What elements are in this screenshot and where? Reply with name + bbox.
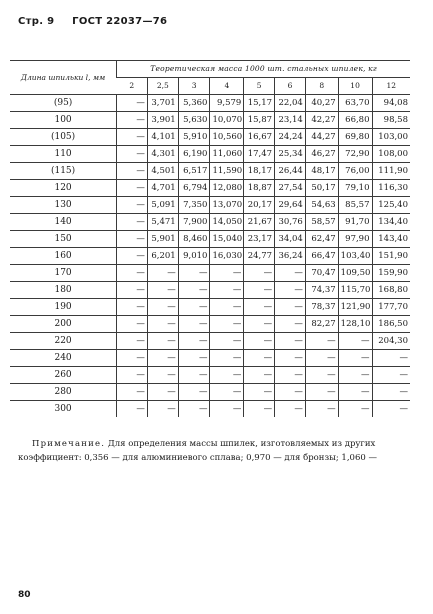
mass-cell: —	[117, 316, 148, 333]
length-cell: 190	[10, 299, 117, 316]
mass-cell: 134,40	[372, 214, 410, 231]
mass-cell: 34,04	[275, 231, 306, 248]
mass-cell: —	[178, 282, 210, 299]
mass-cell: —	[305, 350, 338, 367]
mass-cell: 108,00	[372, 146, 410, 163]
mass-cell: —	[244, 299, 275, 316]
mass-cell: 9,579	[210, 95, 244, 112]
mass-cell: —	[117, 214, 148, 231]
mass-cell: 82,27	[305, 316, 338, 333]
mass-cell: —	[275, 299, 306, 316]
mass-cell: 21,67	[244, 214, 275, 231]
mass-cell: —	[244, 333, 275, 350]
mass-cell: —	[117, 231, 148, 248]
mass-cell: —	[210, 333, 244, 350]
mass-cell: 16,67	[244, 129, 275, 146]
mass-cell: 66,47	[305, 248, 338, 265]
mass-cell: 24,77	[244, 248, 275, 265]
mass-cell: —	[275, 384, 306, 401]
mass-cell: 97,90	[338, 231, 372, 248]
mass-cell: 10,560	[210, 129, 244, 146]
mass-cell: —	[210, 350, 244, 367]
mass-cell: —	[117, 197, 148, 214]
mass-cell: 6,517	[178, 163, 210, 180]
mass-cell: 159,90	[372, 265, 410, 282]
mass-cell: 3,901	[147, 112, 178, 129]
mass-cell: —	[305, 333, 338, 350]
mass-cell: —	[210, 265, 244, 282]
mass-cell: 44,27	[305, 129, 338, 146]
mass-cell: —	[117, 146, 148, 163]
length-cell: 300	[54, 404, 72, 414]
length-cell: 100	[10, 112, 117, 129]
mass-cell: 111,90	[372, 163, 410, 180]
mass-cell: 22,04	[275, 95, 306, 112]
note-line-2: коэффициент: 0,356 — для алюминиевого сплава; 0,970 — для бронзы; 1,060 —	[18, 453, 377, 463]
mass-cell: 4,501	[147, 163, 178, 180]
mass-cell: 9,010	[178, 248, 210, 265]
mass-cell: —	[372, 367, 410, 384]
mass-cell: —	[244, 350, 275, 367]
mass-cell: —	[338, 333, 372, 350]
mass-cell: 62,47	[305, 231, 338, 248]
diameter-header: 8	[305, 78, 338, 95]
page-label: Стр. 9	[18, 16, 55, 27]
mass-cell: 17,47	[244, 146, 275, 163]
mass-cell: —	[275, 316, 306, 333]
length-cell: 200	[10, 316, 117, 333]
mass-cell: 50,17	[305, 180, 338, 197]
mass-cell: —	[372, 384, 410, 401]
table-row	[10, 282, 410, 299]
mass-cell: —	[178, 384, 210, 401]
mass-cell: —	[178, 299, 210, 316]
mass-cell: 54,63	[305, 197, 338, 214]
table-row	[10, 367, 410, 384]
mass-cell: 15,17	[244, 95, 275, 112]
mass-cell: 6,201	[147, 248, 178, 265]
group-header-mass: Теоретическая масса 1000 шт. стальных шпилек, кг	[117, 61, 410, 78]
diameter-header: 6	[275, 78, 306, 95]
diameter-header: 5	[244, 78, 275, 95]
mass-cell: 29,64	[275, 197, 306, 214]
mass-cell: 15,87	[244, 112, 275, 129]
mass-cell: 5,360	[178, 95, 210, 112]
mass-cell: —	[244, 316, 275, 333]
diameter-header: 2,5	[147, 78, 178, 95]
mass-cell: 66,80	[338, 112, 372, 129]
mass-cell: 79,10	[338, 180, 372, 197]
length-cell: 140	[10, 214, 117, 231]
mass-cell: 115,70	[338, 282, 372, 299]
mass-cell: —	[147, 333, 178, 350]
mass-cell: —	[117, 401, 148, 418]
mass-cell: 26,44	[275, 163, 306, 180]
mass-cell: —	[147, 384, 178, 401]
page-header	[18, 16, 181, 27]
table-row	[10, 197, 410, 214]
note	[18, 437, 412, 465]
table-row	[10, 163, 410, 180]
mass-cell: 3,701	[147, 95, 178, 112]
mass-cell: 78,37	[305, 299, 338, 316]
mass-cell: 13,070	[210, 197, 244, 214]
length-cell: 170	[10, 265, 117, 282]
mass-cell: —	[338, 384, 372, 401]
length-cell: 150	[10, 231, 117, 248]
mass-cell: —	[372, 350, 410, 367]
mass-cell: —	[117, 163, 148, 180]
table-row	[10, 95, 410, 112]
length-cell: 130	[10, 197, 117, 214]
mass-cell: 109,50	[338, 265, 372, 282]
mass-cell: 24,24	[275, 129, 306, 146]
mass-cell: 103,40	[338, 248, 372, 265]
mass-cell: 177,70	[372, 299, 410, 316]
mass-cell: —	[338, 350, 372, 367]
mass-cell: —	[117, 384, 148, 401]
mass-cell: —	[147, 299, 178, 316]
mass-cell: 98,58	[372, 112, 410, 129]
diameter-header: 10	[338, 78, 372, 95]
mass-cell: 23,17	[244, 231, 275, 248]
mass-cell: 168,80	[372, 282, 410, 299]
mass-cell: 11,590	[210, 163, 244, 180]
mass-cell: 6,794	[178, 180, 210, 197]
mass-cell: —	[244, 384, 275, 401]
mass-cell: 204,30	[372, 333, 410, 350]
length-cell: 240	[10, 350, 117, 367]
length-cell: 120	[10, 180, 117, 197]
diameter-header: 3	[178, 78, 210, 95]
mass-cell: 5,901	[147, 231, 178, 248]
page-number: 80	[18, 590, 31, 600]
length-cell: 260	[10, 367, 117, 384]
length-cell: (115)	[10, 163, 117, 180]
mass-cell: —	[275, 350, 306, 367]
diameter-header: 12	[372, 78, 410, 95]
mass-cell: —	[244, 367, 275, 384]
row-header-length: Длина шпильки l, мм	[10, 61, 117, 95]
mass-cell: —	[117, 129, 148, 146]
mass-cell: —	[210, 384, 244, 401]
mass-cell: 70,47	[305, 265, 338, 282]
mass-cell: —	[117, 282, 148, 299]
mass-cell: 121,90	[338, 299, 372, 316]
mass-cell: 30,76	[275, 214, 306, 231]
mass-cell: 7,350	[178, 197, 210, 214]
table-row	[10, 299, 410, 316]
mass-cell: 40,27	[305, 95, 338, 112]
mass-cell: —	[117, 265, 148, 282]
mass-cell: —	[372, 401, 410, 418]
mass-cell: 4,101	[147, 129, 178, 146]
mass-cell: 125,40	[372, 197, 410, 214]
mass-cell: —	[178, 401, 210, 418]
mass-cell: —	[147, 282, 178, 299]
mass-cell: 5,091	[147, 197, 178, 214]
mass-cell: —	[117, 350, 148, 367]
mass-cell: 4,701	[147, 180, 178, 197]
mass-cell: —	[117, 180, 148, 197]
mass-cell: —	[210, 316, 244, 333]
table-row	[10, 401, 410, 418]
mass-cell: 20,17	[244, 197, 275, 214]
mass-cell: —	[275, 401, 306, 418]
table-row	[10, 333, 410, 350]
mass-cell: —	[275, 282, 306, 299]
mass-cell: 69,80	[338, 129, 372, 146]
table-row	[10, 316, 410, 333]
table-row	[10, 146, 410, 163]
mass-cell: 76,00	[338, 163, 372, 180]
mass-cell: —	[117, 299, 148, 316]
mass-cell: 18,87	[244, 180, 275, 197]
mass-cell: 42,27	[305, 112, 338, 129]
mass-cell: 63,70	[338, 95, 372, 112]
mass-cell: 14,050	[210, 214, 244, 231]
mass-cell: 12,080	[210, 180, 244, 197]
mass-cell: —	[305, 384, 338, 401]
mass-cell: 27,54	[275, 180, 306, 197]
diameter-header: 2	[117, 78, 148, 95]
mass-cell: —	[210, 367, 244, 384]
mass-cell: 5,471	[147, 214, 178, 231]
mass-cell: —	[147, 350, 178, 367]
mass-cell: —	[210, 401, 244, 418]
length-cell: (105)	[10, 129, 117, 146]
mass-cell: 72,90	[338, 146, 372, 163]
mass-cell: —	[244, 401, 275, 418]
note-line-1	[32, 437, 412, 451]
mass-cell: —	[117, 367, 148, 384]
mass-cell: 8,460	[178, 231, 210, 248]
mass-cell: —	[178, 367, 210, 384]
mass-cell: 36,24	[275, 248, 306, 265]
length-cell: 180	[10, 282, 117, 299]
mass-cell: —	[178, 333, 210, 350]
mass-cell: —	[178, 350, 210, 367]
note-label: Примечание.	[32, 439, 106, 449]
mass-cell: —	[117, 95, 148, 112]
mass-cell: —	[147, 316, 178, 333]
mass-cell: —	[210, 299, 244, 316]
mass-cell: —	[178, 265, 210, 282]
table-row	[10, 350, 410, 367]
mass-cell: 91,70	[338, 214, 372, 231]
mass-cell: 4,301	[147, 146, 178, 163]
mass-cell: 18,17	[244, 163, 275, 180]
mass-cell: —	[275, 333, 306, 350]
mass-cell: 6,190	[178, 146, 210, 163]
table-row	[10, 214, 410, 231]
mass-cell: 7,900	[178, 214, 210, 231]
mass-cell: 58,57	[305, 214, 338, 231]
mass-cell: 46,27	[305, 146, 338, 163]
mass-cell: —	[338, 367, 372, 384]
mass-cell: 186,50	[372, 316, 410, 333]
table-row	[10, 112, 410, 129]
mass-cell: —	[117, 248, 148, 265]
mass-cell: —	[147, 265, 178, 282]
mass-cell: 15,040	[210, 231, 244, 248]
table-row	[10, 180, 410, 197]
mass-cell: —	[338, 401, 372, 418]
mass-cell: —	[244, 265, 275, 282]
mass-cell: 151,90	[372, 248, 410, 265]
diameter-header: 4	[210, 78, 244, 95]
length-cell: 160	[10, 248, 117, 265]
length-cell: 110	[10, 146, 117, 163]
mass-table	[10, 60, 410, 417]
note-text-1: Для определения массы шпилек, изготовляемых из других	[107, 439, 376, 449]
mass-cell: 94,08	[372, 95, 410, 112]
mass-cell: 5,910	[178, 129, 210, 146]
mass-cell: —	[305, 401, 338, 418]
mass-cell: —	[244, 282, 275, 299]
mass-cell: 23,14	[275, 112, 306, 129]
mass-cell: —	[178, 316, 210, 333]
mass-cell: 11,060	[210, 146, 244, 163]
table-row	[10, 129, 410, 146]
mass-cell: 25,34	[275, 146, 306, 163]
mass-cell: —	[147, 367, 178, 384]
mass-cell: 74,37	[305, 282, 338, 299]
mass-cell: 143,40	[372, 231, 410, 248]
mass-cell: 16,030	[210, 248, 244, 265]
length-cell: 220	[10, 333, 117, 350]
length-cell: 280	[10, 384, 117, 401]
mass-cell: —	[275, 265, 306, 282]
table-body	[10, 95, 410, 418]
mass-cell: —	[117, 112, 148, 129]
mass-cell: —	[275, 367, 306, 384]
mass-cell: 48,17	[305, 163, 338, 180]
mass-cell: 85,57	[338, 197, 372, 214]
mass-cell: 103,00	[372, 129, 410, 146]
mass-cell: —	[305, 367, 338, 384]
mass-cell: —	[147, 401, 178, 418]
mass-cell: 10,070	[210, 112, 244, 129]
table-row	[10, 265, 410, 282]
table-row	[10, 384, 410, 401]
mass-cell: —	[117, 333, 148, 350]
mass-cell: —	[210, 282, 244, 299]
mass-cell: 5,630	[178, 112, 210, 129]
table-row	[10, 248, 410, 265]
mass-cell: 116,30	[372, 180, 410, 197]
standard-code: ГОСТ 22037—76	[72, 16, 168, 27]
length-cell: (95)	[10, 95, 117, 112]
mass-cell: 128,10	[338, 316, 372, 333]
table-row	[10, 231, 410, 248]
